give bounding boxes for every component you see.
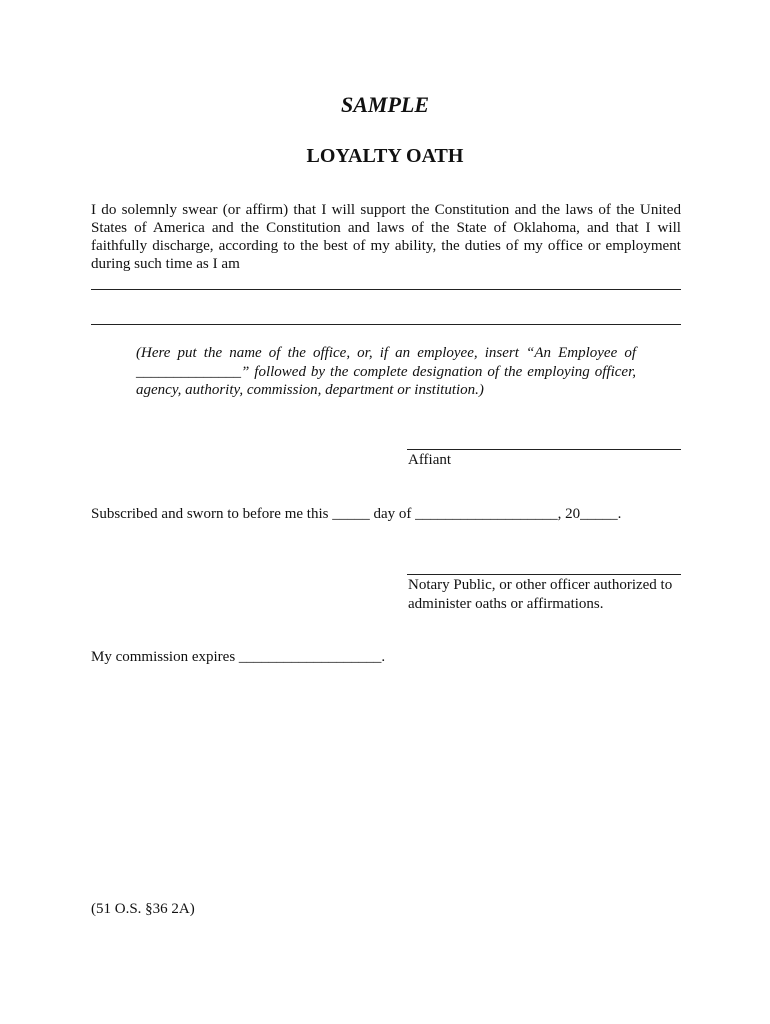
notary-label: Notary Public, or other officer authorized to administer oaths or affirmations. (408, 577, 673, 612)
office-name-line-1 (91, 289, 681, 290)
commission-expires-line: My commission expires ___________________. (91, 649, 386, 665)
affiant-label: Affiant (408, 452, 452, 468)
sample-heading: SAMPLE (340, 92, 430, 117)
statute-citation: (51 O.S. §36 2A) (91, 901, 195, 917)
affiant-signature-line (407, 449, 681, 450)
instructions-note: (Here put the name of the office, or, if an employee, insert “An Employee of ______________” followed by the complete designation of the employing officer, agency, authority, commission, department or institution.) (136, 345, 636, 398)
subscribed-sworn-line: Subscribed and sworn to before me this _____ day of ___________________, 20_____. (91, 506, 622, 522)
oath-text: I do solemnly swear (or affirm) that I will support the Constitution and the laws of the United States of America and the Constitution and laws of the State of Oklahoma, and that I will faithfully discharge, according to the best of my ability, the duties of my office or employment during such time as I am (91, 202, 681, 272)
office-name-line-2 (91, 324, 681, 325)
notary-signature-line (407, 574, 681, 575)
page-title: LOYALTY OATH (306, 145, 464, 167)
